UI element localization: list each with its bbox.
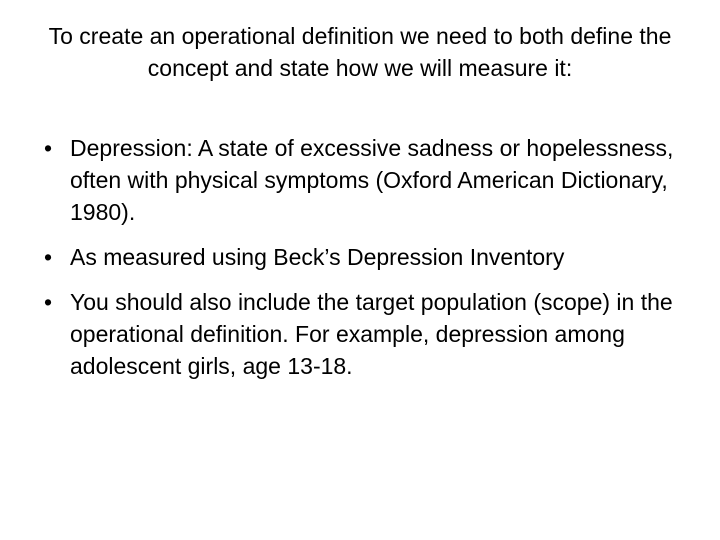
bullet-item-population — [40, 286, 680, 382]
bullet-marker: • — [44, 135, 53, 161]
bullet-marker: • — [44, 289, 53, 315]
bullet-list — [40, 132, 680, 395]
slide-title: To create an operational definition we need to both define the concept and state how we will measure it: — [48, 23, 672, 81]
bullet-text: Depression: A state of excessive sadness or hopelessness, often with physical symptoms (Oxford American Dictionary, 1980). — [70, 135, 674, 225]
bullet-marker: • — [44, 244, 53, 270]
bullet-text: As measured using Beck’s Depression Inventory — [70, 244, 565, 270]
bullet-item-definition — [40, 132, 680, 228]
bullet-text: You should also include the target population (scope) in the operational definition. For example, depression among adolescent girls, age 13-18. — [70, 289, 673, 379]
bullet-item-measurement — [40, 241, 680, 273]
